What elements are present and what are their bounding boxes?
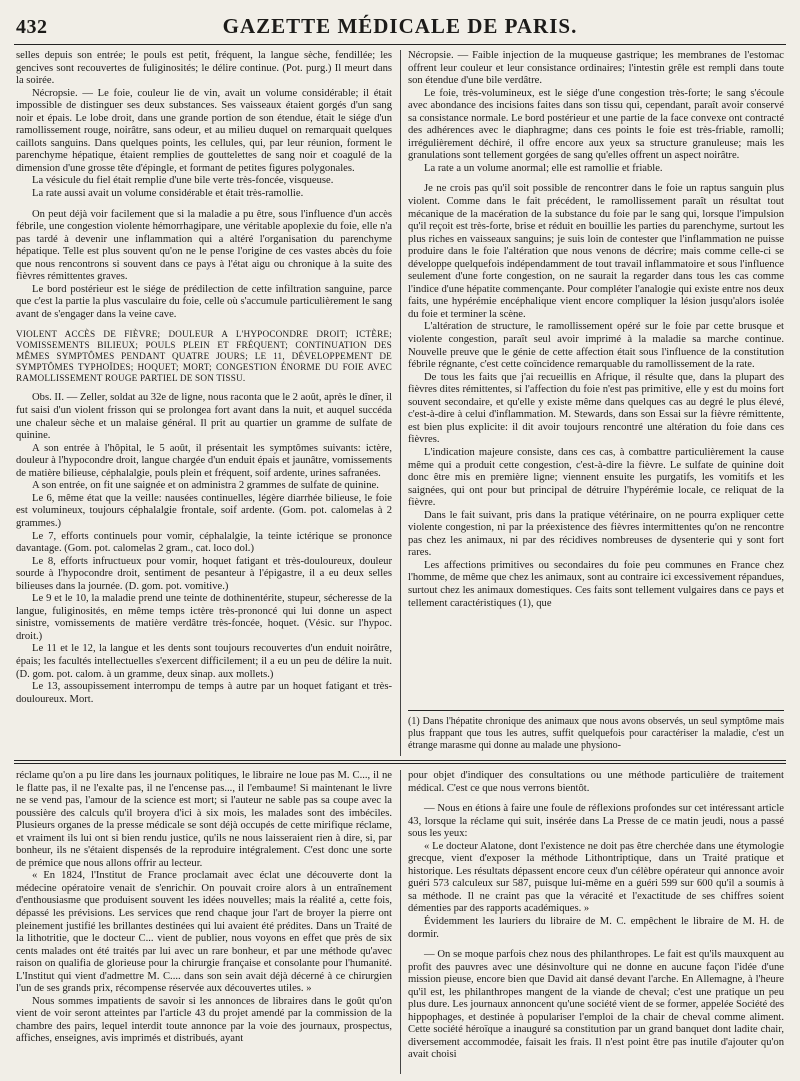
paragraph: Nous sommes impatients de savoir si les annonces de libraires dans le goût qu'on vient de voir seront atteintes par l'article 43 du projet amendé par la commission de la chambre des pairs, lequel interdit toute annonce par la voie des journaux, prospectus, affiches, enseignes, avis imprimés et distribués, ayant (16, 995, 392, 1045)
paragraph: On peut déjà voir facilement que si la maladie a pu être, sous l'influence d'un accès fébrile, une congestion violente hémorrhagipare, une véritable apoplexie du foie, elle n'a pas tardé à devenir une inflammation qui a altéré l'organisation du parenchyme hépatique. Telle est plus souvent qu'on ne le pense l'origine de ces vastes abcès du foie que nous rencontrons si souvent dans ce pays à l'état aigu ou chronique à la suite des fièvres rémittentes graves. (16, 208, 392, 283)
paragraph: Nécropsie. — Le foie, couleur lie de vin, avait un volume considérable; il était impossible de distinguer ses deux substances. Ses vaisseaux étaient gorgés d'un sang noir et épais. Le lobe droit, dans une grande portion de son étendue, était le siége d'un ramollissement rouge, noirâtre, sans odeur, et au milieu duquel on remarquait quelques caillots sanguins. Dans quelques points, les cellules, qui, par leur réunion, forment le parenchyme hépatique, étaient remplies de gouttelettes de sang noir et coagulé de la dimension d'une grosse tête d'épingle, et formant de petites figures polygonales. (16, 87, 392, 174)
paragraph: L'indication majeure consiste, dans ces cas, à combattre particulièrement la cause même qui a produit cette congestion, c'est-à-dire la fièvre. Le sulfate de quinine doit donc être mis en première ligne; viennent ensuite les purgatifs, les vomitifs et les saignées, qui ont pour but principal de détruire l'hypérémie locale, ce reliquat de la fièvre. (408, 446, 784, 509)
paragraph: selles depuis son entrée; le pouls est petit, fréquent, la langue sèche, fendillée; les gencives sont recouvertes de fuliginosités; le délire continue. (Pot. purg.) Il meurt dans la soirée. (16, 50, 392, 87)
paragraph: Le 6, même état que la veille: nausées continuelles, légère diarrhée bilieuse, le foie est volumineux, toujours céphalalgie frontale, soif ardente. (Gom. pot. calomelas à 2 grammes.) (16, 492, 392, 529)
paragraph: « En 1824, l'Institut de France proclamait avec éclat une découverte dont la médecine opératoire venait de s'enrichir. On pouvait croire alors à un entraînement d'enthousiasme que produisent souvent les idées nouvelles; mais la réalité a, cette fois, dépassé les prévisions. Les services que rend chaque jour l'art de broyer la pierre ont pleinement justifié les brillantes destinées qui lui avaient été prédites. Dans un Traité de la lithotritie, que le docteur C... vient de publier, nous voyons en effet que près de six cents malades ont été traités par lui avec un rare bonheur, et par une méthode qu'avec raison on qualifia de glorieuse pour la chirurgie française et consolante pour l'humanité. L'Institut qui vient d'admettre M. C.... dans son sein avait déjà décerné à ce chirurgien l'un de ses grands prix, récompense réservée aux découvertes utiles. » (16, 870, 392, 995)
paragraph: Dans le fait suivant, pris dans la pratique vétérinaire, on ne pourra expliquer cette violente congestion, ni par la préexistence des fièvres intermittentes qu'on ne rencontre pas chez les animaux, ni par des récidives nombreuses de dysenterie qui y sont fort rares. (408, 509, 784, 559)
paragraph: pour objet d'indiquer des consultations ou une méthode particulière de traitement médical. C'est ce que nous verrons bientôt. (408, 770, 784, 794)
paragraph: Le 9 et le 10, la maladie prend une teinte de dothinentérite, stupeur, sécheresse de la langue, fuliginosités, en même temps ictère très-prononcé qui lui donne un aspect sinistre, vomissements de matière verdâtre très-foncée, hoquet. (Vésic. sur l'hypoc. droit.) (16, 593, 392, 642)
paragraph: « Le docteur Alatone, dont l'existence ne doit pas être cherchée dans une étymologie grecque, vient d'exposer la méthode Lithontriptique, dans un Traité pratique et historique. Les résultats dépassent encore ceux d'un célèbre opérateur qui annonce avoir guéri 573 calculeux sur 587, puisque lui-même en a guéri 599 sur 600 qu'il a soumis à sa méthode. Il ne craint pas que la véracité et l'exactitude de ses chiffres soient démenties par des rapports académiques. » (408, 840, 784, 915)
bottom-right-column (408, 770, 784, 1074)
journal-title: GAZETTE MÉDICALE DE PARIS. (222, 14, 578, 38)
paragraph: La vésicule du fiel était remplie d'une bile verte très-foncée, visqueuse. (32, 175, 334, 187)
section-rule-double (14, 763, 786, 764)
right-column (408, 50, 784, 702)
paragraph: Obs. II. — Zeller, soldat au 32e de ligne, nous raconta que le 2 août, après le dîner, il fut saisi d'un violent frisson qui se prolongea fort avant dans la nuit, et auquel succéda une chaleur sèche et un malaise général. Il prit au quartier un gramme de sulfate de quinine. (16, 392, 392, 442)
paragraph: De tous les faits que j'ai recueillis en Afrique, il résulte que, dans la plupart des fièvres dites rémittentes, si l'affection du foie n'est pas primitive, elle y est du moins fort souvent secondaire, et qu'elle y existe même dans quelques cas au degré le plus élevé, c'est-à-dire à celui d'inflammation. M. Stewards, dans son Essai sur la fièvre rémittente, est bien plus explicite: il dit avoir toujours rencontré une altération du foie dans ces fièvres. (408, 371, 784, 446)
paragraph: Le foie, très-volumineux, est le siége d'une congestion très-forte; le sang s'écoule avec abondance des incisions faites dans son tissu qui, cependant, paraît avoir conservé sa consistance normale. Le bord postérieur et une partie de la face convexe ont contracté des adhérences avec le diaphragme; dans ces points le foie est très-friable, ramolli; irrégulièrement déchiré, il offre encore aux yeux sa structure granuleuse; mais les granulations sont tellement gorgées de sang qu'elles offrent un aspect noirâtre. (408, 87, 784, 162)
paragraph: La rate aussi avait un volume considérable et était très-ramollie. (32, 188, 304, 200)
bottom-left-column (16, 770, 392, 1074)
paragraph: A son entrée à l'hôpital, le 5 août, il présentait les symptômes suivants: ictère, douleur à l'hypocondre droit, langue chargée d'un enduit épais et jaunâtre, vomissements de matière bilieuse, céphalalgie, pouls plein et fréquent, soif ardente, urines safranées. (16, 442, 392, 479)
paragraph: Le 13, assoupissement interrompu de temps à autre par un hoquet fatigant et très-douloureux. Mort. (16, 681, 392, 705)
paragraph: L'altération de structure, le ramollissement opéré sur le foie par cette brusque et violente congestion, paraît seul avoir imprimé à la maladie sa marche continue. Nouvelle preuve que le génie de cette affection était sous l'influence de la constitution fébrile régnante, c'est cette coïncidence remarquable du ramollissement de la rate. (408, 321, 784, 371)
paragraph: Évidemment les lauriers du libraire de M. C. empêchent le libraire de M. H. de dormir. (408, 916, 784, 940)
footnote: (1) Dans l'hépatite chronique des animaux que nous avons observés, un seul symptôme mais plus frappant que tous les autres, suffit quelquefois pour caractériser la maladie, c'est un étrange marasme qui donne au malade une physiono- (408, 716, 784, 751)
case-heading: VIOLENT ACCÈS DE FIÈVRE; DOULEUR A L'HYPOCONDRE DROIT; ICTÈRE; VOMISSEMENTS BILIEUX; POULS PLEIN ET FRÉQUENT; CONTINUATION DES MÊMES SYMPTÔMES PENDANT QUATRE JOURS; LE 11, DÉVELOPPEMENT DE SYMPTÔMES TYPHOÏDES; HOQUET; MORT; CONGESTION ÉNORME DU FOIE AVEC RAMOLLISSEMENT ROUGE PARTIEL DE SON TISSU. (16, 329, 392, 384)
column-divider (400, 770, 401, 1074)
paragraph: réclame qu'on a pu lire dans les journaux politiques, le libraire ne loue pas M. C..., il ne le flatte pas, il ne l'exalte pas, il ne l'encense pas..., il l'embaume! Si maintenant le livre ne se vend pas, l'amour de la science est mort; si l'auteur ne sable pas sa coupe avec la poussière des calculs qu'il broyera d'ici à six mois, les malades sont des imbéciles. Plusieurs organes de la presse médicale se sont déjà occupés de cette mirifique réclame, et vraiment ils lui ont si bien rendu justice, qu'ils ne nous laisseraient rien à dire, si, par bonheur, ils ne s'étaient dispensés de la reproduire intégralement. C'est donc une sorte de prémice que nous allons offrir au lecteur. (16, 770, 392, 869)
paragraph: Le bord postérieur est le siége de prédilection de cette infiltration sanguine, parce que c'est la partie la plus vasculaire du foie, celle où s'accumule particulièrement le sang avant de s'engager dans la veine cave. (16, 283, 392, 320)
paragraph: Nécropsie. — Faible injection de la muqueuse gastrique; les membranes de l'estomac offrent leur couleur et leur consistance ordinaires; l'intestin grêle est rempli dans toute son étendue d'une bile verdâtre. (408, 50, 784, 87)
page-header (16, 14, 784, 40)
page-number: 432 (16, 16, 48, 38)
paragraph: Le 11 et le 12, la langue et les dents sont toujours recouvertes d'un enduit noirâtre, épais; les facultés intellectuelles s'exercent difficilement; il a eu un peu de délire la nuit. (D. gom. pot. calom. à un gramme, deux sinap. aux mollets.) (16, 643, 392, 680)
paragraph: — On se moque parfois chez nous des philanthropes. Le fait est qu'ils mauxquent au profit des pauvres avec une désinvolture qui ne donne en aucune façon l'idée d'une mission pieuse, encore bien que David ait dansé devant l'arche. En Allemagne, à l'heure qu'il est, les philanthropes mangent de la viande de cheval; c'est une pratique un peu plus dure. Les journaux annoncent qu'une société vient de se former, appelée Société des hippophages, et destinée à populariser l'emploi de la chair de cheval comme aliment. Cette société héroïque a inauguré sa constitution par un grand banquet dont ladite chair, diversement accommodée, faisait les frais. Il n'est point être pas inutile d'ajouter qu'on avait choisi (408, 949, 784, 1061)
column-divider (400, 50, 401, 756)
left-column (16, 50, 392, 756)
paragraph: Je ne crois pas qu'il soit possible de rencontrer dans le foie un raptus sanguin plus violent. Comme dans le fait précédent, le ramollissement paraît un résultat tout mécanique de la macération de la substance du foie par le sang qui, lorsque l'impulsion qu'il reçoit est très-forte, brise et réduit en bouillie les parties du parenchyme, surtout les plus riches en vaisseaux sanguins; je suis loin de contester que l'inflammation ne puisse produire dans le foie l'altération que nous venons de décrire; mais comme celle-ci se développe quelquefois indépendamment de tout travail inflammatoire et sous l'influence seulement d'une forte congestion, on ne saurait la regarder dans tous les cas comme l'indice d'une hépatite commençante. Pour compléter l'analogie qui existe entre nos deux faits, une hypérémie encéphalique vient encore compliquer la lésion jusqu'alors isolée du foie et terminer la scène. (408, 183, 784, 320)
paragraph: Les affections primitives ou secondaires du foie peu communes en France chez l'homme, de même que chez les animaux, sont au contraire ici excessivement répandues, surtout chez les animaux domestiques. Ces faits sont tellement vulgaires dans ce pays et tellement caractéristiques (1), que (408, 559, 784, 609)
paragraph: Le 7, efforts continuels pour vomir, céphalalgie, la teinte ictérique se prononce davantage. (Gom. pot. calomelas 2 gram., cat. loco dol.) (16, 530, 392, 555)
paragraph: — Nous en étions à faire une foule de réflexions profondes sur cet intéressant article 43, lorsque la réclame qui suit, insérée dans La Presse de ce matin jeudi, nous a passé sous les yeux: (408, 803, 784, 840)
paragraph: A son entrée, on fit une saignée et on administra 2 grammes de sulfate de quinine. (32, 480, 379, 492)
section-rule (14, 760, 786, 761)
footnote-rule (408, 710, 784, 711)
header-rule (14, 44, 786, 45)
paragraph: La rate a un volume anormal; elle est ramollie et friable. (424, 162, 663, 174)
paragraph: Le 8, efforts infructueux pour vomir, hoquet fatigant et très-douloureux, douleur sourde à l'hypocondre droit, sentiment de pesanteur à l'épigastre, il a eu deux selles bilieuses dans la journée. (D. gom. pot. vomitive.) (16, 555, 392, 592)
